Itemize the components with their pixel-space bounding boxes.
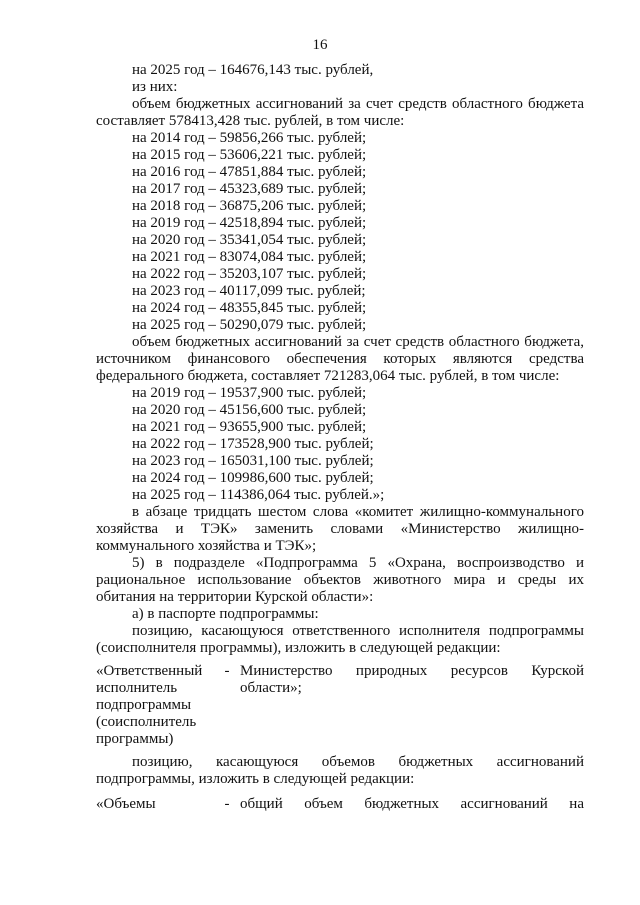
list-item: на 2019 год – 42518,894 тыс. рублей;	[132, 215, 367, 231]
federal-years-list	[96, 385, 584, 504]
document-body	[96, 62, 584, 813]
volumes-position-paragraph: позицию, касающуюся объемов бюджетных ассигнований подпрограммы, изложить в следующей редакции:	[96, 754, 584, 787]
dash-cell: -	[224, 796, 230, 812]
list-item: на 2014 год – 59856,266 тыс. рублей;	[132, 130, 367, 146]
text-line: на 2025 год – 164676,143 тыс. рублей,	[132, 62, 374, 78]
list-item: на 2024 год – 48355,845 тыс. рублей;	[132, 300, 367, 316]
list-item: на 2021 год – 83074,084 тыс. рублей;	[132, 249, 367, 265]
subsection-5-paragraph: 5) в подразделе «Подпрограмма 5 «Охрана, воспроизводство и рациональное использование объектов животного мира и среды их обитания на территории Курской области»:	[96, 555, 584, 605]
list-item: на 2016 год – 47851,884 тыс. рублей;	[132, 164, 367, 180]
list-item: на 2025 год – 114386,064 тыс. рублей.»;	[132, 487, 385, 503]
list-item: на 2017 год – 45323,689 тыс. рублей;	[132, 181, 367, 197]
regional-budget-text: объем бюджетных ассигнований за счет средств областного бюджета составляет 578413,428 тыс. рублей, в том числе:	[96, 96, 584, 129]
list-item: на 2024 год – 109986,600 тыс. рублей;	[132, 470, 374, 486]
label-line: (соисполнитель	[96, 714, 197, 730]
label-line: программы)	[96, 731, 174, 747]
list-item: на 2025 год – 50290,079 тыс. рублей;	[132, 317, 367, 333]
list-item: на 2023 год – 40117,099 тыс. рублей;	[132, 283, 366, 299]
responsible-table-row	[96, 663, 584, 748]
volumes-value-cell: общий объем бюджетных ассигнований на	[240, 796, 584, 812]
regional-years-list	[96, 130, 584, 334]
list-item: на 2023 год – 165031,100 тыс. рублей;	[132, 453, 374, 469]
label-line: исполнитель	[96, 680, 178, 696]
paragraph-36-replacement: в абзаце тридцать шестом слова «комитет жилищно-коммунального хозяйства и ТЭК» заменить словами «Министерство жилищно-коммунального хозяйства и ТЭК»;	[96, 504, 584, 554]
passport-item-a: а) в паспорте подпрограммы:	[132, 606, 319, 622]
regional-budget-paragraph	[96, 96, 584, 130]
volumes-table-row	[96, 796, 584, 813]
label-line: «Ответственный	[96, 663, 203, 679]
text-line: из них:	[132, 79, 178, 95]
list-item: на 2015 год – 53606,221 тыс. рублей;	[132, 147, 367, 163]
federal-budget-paragraph: объем бюджетных ассигнований за счет средств областного бюджета, источником финансового обеспечения которых являются средства федерального бюджета, составляет 721283,064 тыс. рублей, в том числе:	[96, 334, 584, 384]
responsible-value-cell: Министерство природных ресурсов Курской области»;	[240, 663, 584, 696]
list-item: на 2020 год – 35341,054 тыс. рублей;	[132, 232, 367, 248]
list-item: на 2022 год – 35203,107 тыс. рублей;	[132, 266, 367, 282]
list-item: на 2019 год – 19537,900 тыс. рублей;	[132, 385, 367, 401]
responsible-position-paragraph: позицию, касающуюся ответственного исполнителя подпрограммы (соисполнителя программы), изложить в следующей редакции:	[96, 623, 584, 656]
list-item: на 2021 год – 93655,900 тыс. рублей;	[132, 419, 367, 435]
responsible-label-cell	[96, 663, 214, 748]
list-item: на 2022 год – 173528,900 тыс. рублей;	[132, 436, 374, 452]
list-item: на 2018 год – 36875,206 тыс. рублей;	[132, 198, 367, 214]
list-item: на 2020 год – 45156,600 тыс. рублей;	[132, 402, 367, 418]
page-number: 16	[312, 37, 328, 53]
label-line: подпрограммы	[96, 697, 192, 713]
volumes-label-cell: «Объемы	[96, 796, 156, 812]
dash-cell: -	[224, 663, 230, 679]
